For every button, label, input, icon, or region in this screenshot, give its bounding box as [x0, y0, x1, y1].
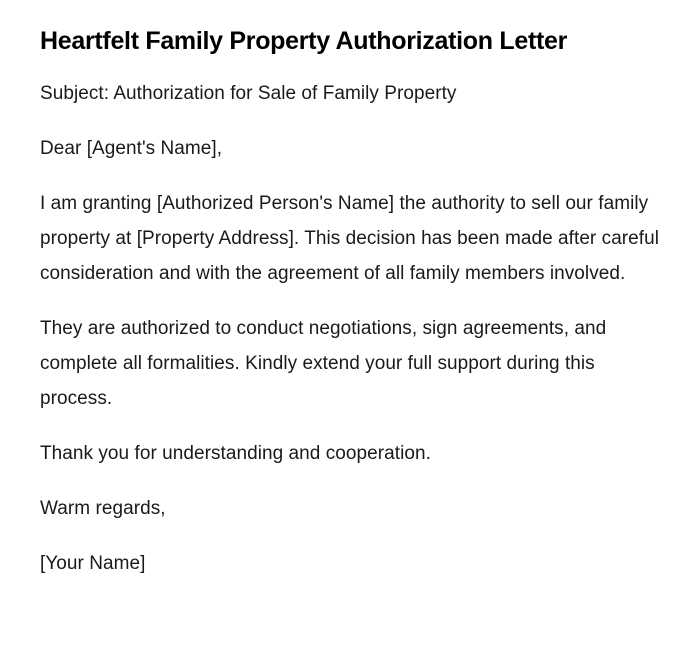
letter-salutation: Dear [Agent's Name],: [40, 138, 223, 159]
letter-paragraph-2: They are authorized to conduct negotiations, sign agreements, and complete all formalities. Kindly extend your full support during this process.: [40, 318, 607, 409]
letter-title: Heartfelt Family Property Authorization Letter: [40, 27, 568, 55]
letter-thanks: Thank you for understanding and cooperation.: [40, 443, 431, 464]
letter-subject: Subject: Authorization for Sale of Family Property: [40, 83, 457, 104]
letter-closing: Warm regards,: [40, 498, 166, 519]
letter-document: [40, 24, 660, 601]
letter-signature: [Your Name]: [40, 553, 146, 574]
letter-paragraph-1: I am granting [Authorized Person's Name] the authority to sell our family property at [Property Address]. This decision has been made after careful consideration and with the agreement of all family members involved.: [40, 193, 660, 284]
